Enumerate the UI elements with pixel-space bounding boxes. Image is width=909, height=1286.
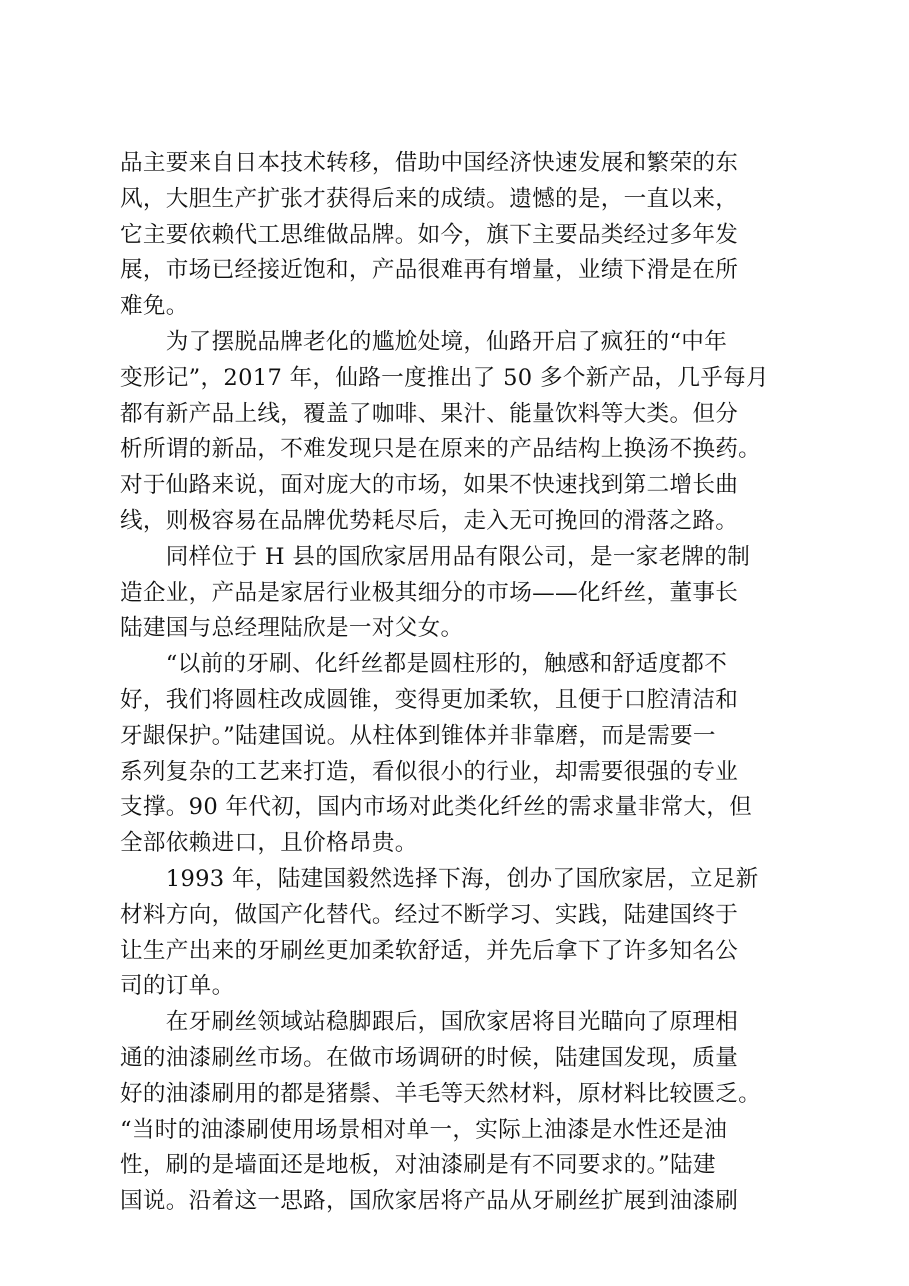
- text-line: 司的订单。: [120, 973, 235, 1000]
- text-line: 让生产出来的牙刷丝更加柔软舒适，并先后拿下了许多知名公: [120, 937, 739, 964]
- paragraph-6: [120, 1005, 800, 1220]
- text-line: 好，我们将圆柱改成圆锥，变得更加柔软，且便于口腔清洁和: [120, 686, 739, 713]
- text-line: 风，大胆生产扩张才获得后来的成绩。遗憾的是，一直以来，: [120, 185, 739, 212]
- text-line: 同样位于 H 县的国欣家居用品有限公司，是一家老牌的制: [120, 543, 751, 570]
- text-line: 在牙刷丝领域站稳脚跟后，国欣家居将目光瞄向了原理相: [120, 1009, 739, 1036]
- text-line: 展，市场已经接近饱和，产品很难再有增量，业绩下滑是在所: [120, 257, 739, 284]
- paragraph-2: [120, 325, 800, 540]
- paragraph-4: [120, 647, 800, 862]
- text-line: 系列复杂的工艺来打造，看似很小的行业，却需要很强的专业: [120, 758, 739, 785]
- text-line: 造企业，产品是家居行业极其细分的市场——化纤丝，董事长: [120, 579, 739, 606]
- text-line: 好的油漆刷用的都是猪鬃、羊毛等天然材料，原材料比较匮乏。: [120, 1080, 762, 1107]
- text-line: 牙龈保护。”陆建国说。从柱体到锥体并非靠磨，而是需要一: [120, 722, 716, 749]
- document-body: [120, 146, 800, 1220]
- text-line: 国说。沿着这一思路，国欣家居将产品从牙刷丝扩展到油漆刷: [120, 1188, 739, 1215]
- text-line: 陆建国与总经理陆欣是一对父女。: [120, 615, 464, 642]
- paragraph-3: [120, 540, 800, 647]
- text-line: “以前的牙刷、化纤丝都是圆柱形的，触感和舒适度都不: [120, 651, 728, 678]
- text-line: 支撑。90 年代初，国内市场对此类化纤丝的需求量非常大，但: [120, 794, 753, 821]
- text-line: 变形记”，2017 年，仙路一度推出了 50 多个新产品，几乎每月: [120, 364, 769, 391]
- text-line: 都有新产品上线，覆盖了咖啡、果汁、能量饮料等大类。但分: [120, 400, 739, 427]
- paragraph-5: [120, 862, 800, 1005]
- text-line: 为了摆脱品牌老化的尴尬处境，仙路开启了疯狂的“中年: [120, 328, 728, 355]
- text-line: 全部依赖进口，且价格昂贵。: [120, 830, 418, 857]
- text-line: 通的油漆刷丝市场。在做市场调研的时候，陆建国发现，质量: [120, 1044, 739, 1071]
- text-line: 对于仙路来说，面对庞大的市场，如果不快速找到第二增长曲: [120, 472, 739, 499]
- text-line: “当时的油漆刷使用场景相对单一，实际上油漆是水性还是油: [120, 1116, 728, 1143]
- text-line: 材料方向，做国产化替代。经过不断学习、实践，陆建国终于: [120, 901, 739, 928]
- paragraph-1: [120, 146, 800, 325]
- text-line: 它主要依赖代工思维做品牌。如今，旗下主要品类经过多年发: [120, 221, 739, 248]
- text-line: 品主要来自日本技术转移，借助中国经济快速发展和繁荣的东: [120, 150, 739, 176]
- text-line: 性，刷的是墙面还是地板，对油漆刷是有不同要求的。”陆建: [120, 1152, 716, 1179]
- text-line: 线，则极容易在品牌优势耗尽后，走入无可挽回的滑落之路。: [120, 507, 739, 534]
- text-line: 1993 年，陆建国毅然选择下海，创办了国欣家居，立足新: [120, 865, 759, 892]
- text-line: 析所谓的新品，不难发现只是在原来的产品结构上换汤不换药。: [120, 436, 762, 463]
- text-line: 难免。: [120, 293, 189, 320]
